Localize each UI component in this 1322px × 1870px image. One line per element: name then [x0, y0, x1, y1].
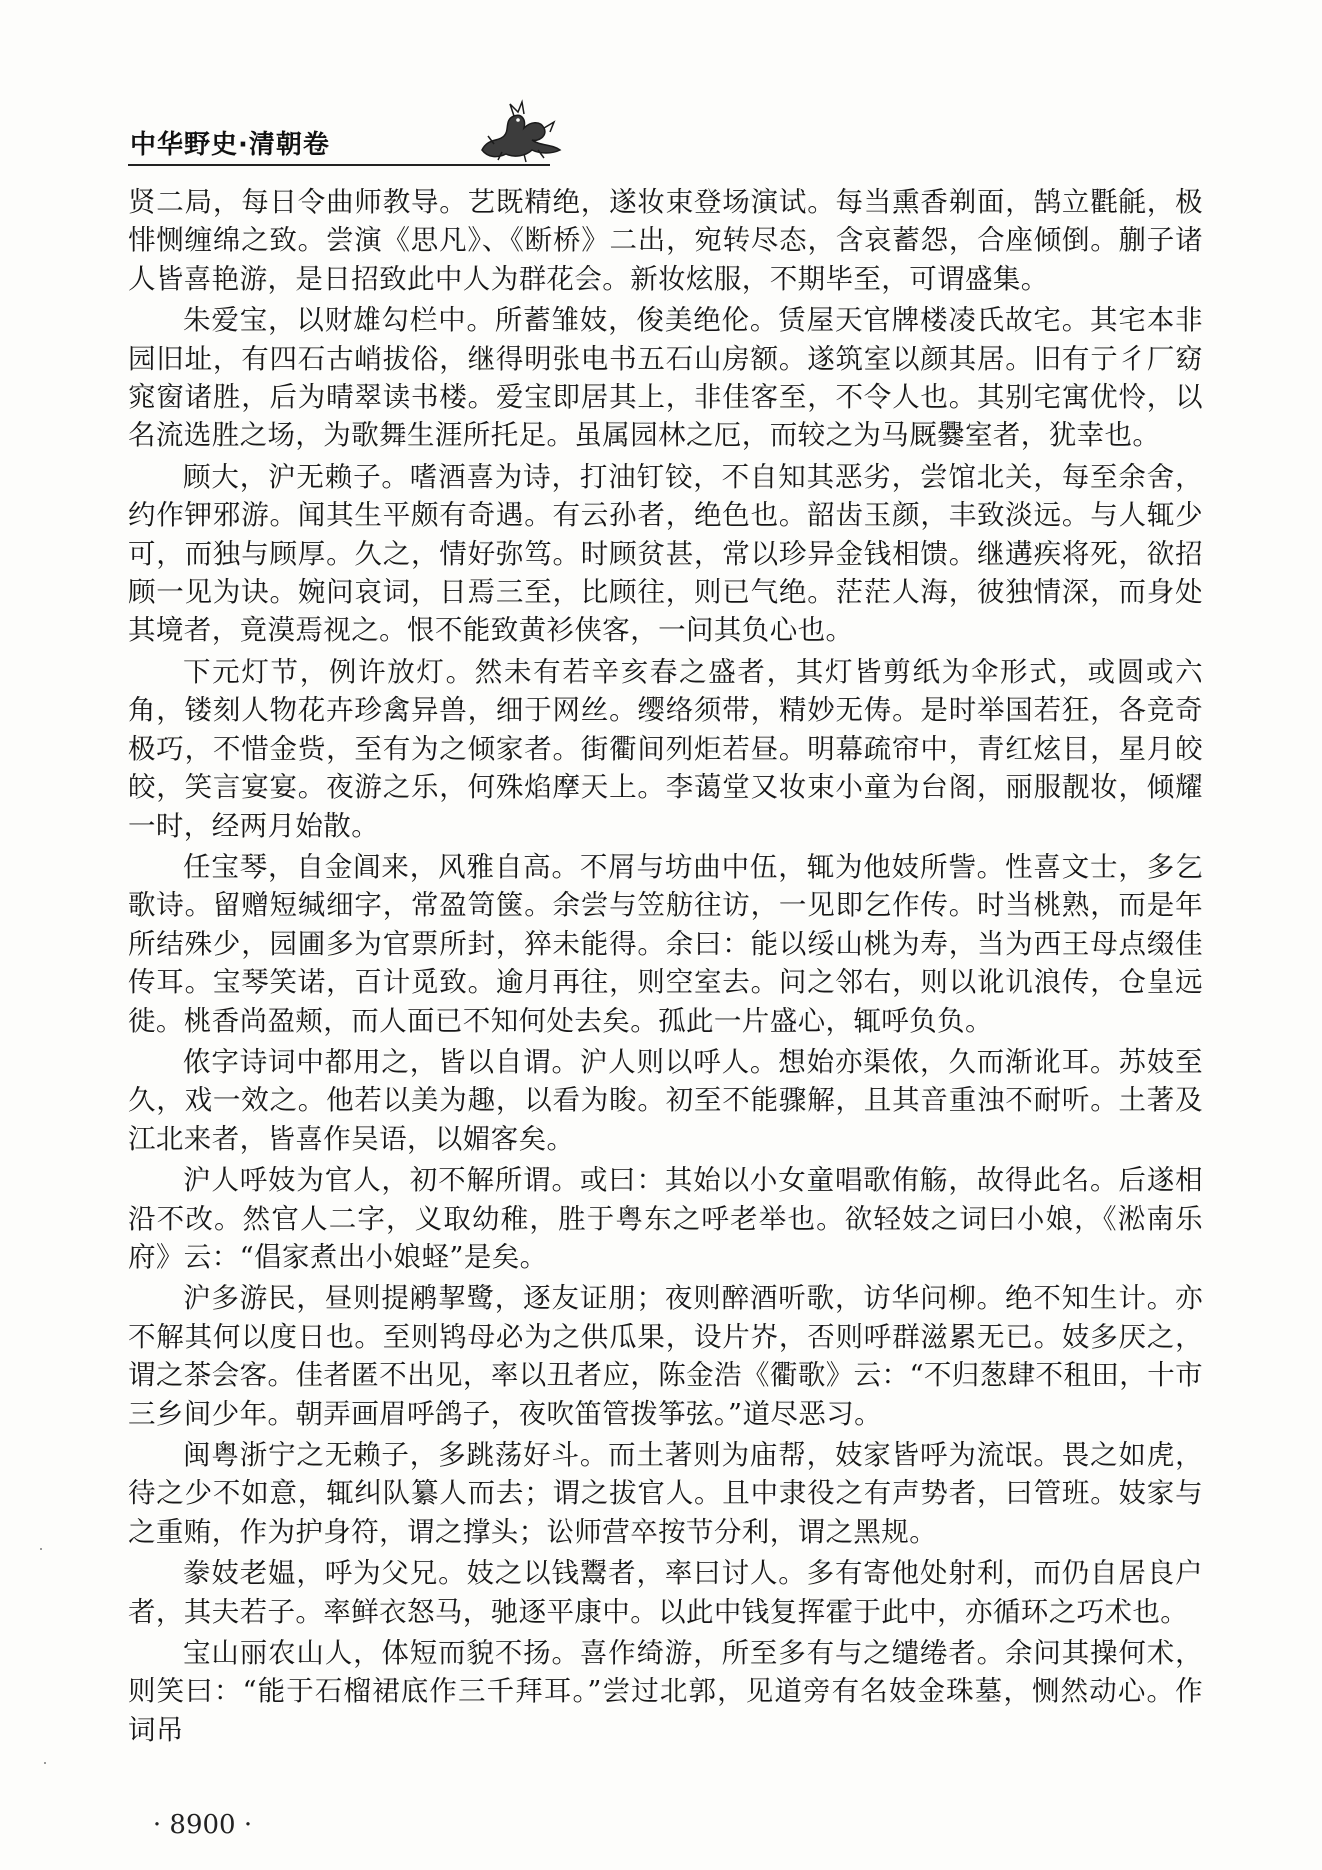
- running-header: [128, 98, 550, 166]
- paragraph: 下元灯节，例许放灯。然未有若辛亥春之盛者，其灯皆剪纸为伞形式，或圆或六角，镂刻人物花卉珍禽异兽，细于网丝。缨络须带，精妙无俦。是时举国若狂，各竞奇极巧，不惜金赀，至有为之倾家者。街衢间列炬若昼。明幕疏帘中，青红炫目，星月皎皎，笑言宴宴。夜游之乐，何殊焰摩天上。李蔼堂又妆束小童为台阁，丽服靓妆，倾耀一时，经两月始散。: [128, 655, 1203, 842]
- dragon-icon: [474, 98, 570, 164]
- page-number: · 8900 ·: [152, 1810, 253, 1840]
- paragraph: 贤二局，每日令曲师教导。艺既精绝，遂妆束登场演试。每当熏香剃面，鹄立氍毹，极悱恻缠绵之致。尝演《思凡》、《断桥》二出，宛转尽态，含哀蓄怨，合座倾倒。蒯子诸人皆喜艳游，是日招致此中人为群花会。新妆炫服，不期毕至，可谓盛集。: [128, 186, 1203, 295]
- body-text: [128, 183, 1203, 1752]
- paragraph: 任宝琴，自金阊来，风雅自高。不屑与坊曲中伍，辄为他妓所訾。性喜文士，多乞歌诗。留赠短缄细字，常盈笥箧。余尝与笠舫往访，一见即乞作传。时当桃熟，而是年所结殊少，园圃多为官票所封，猝未能得。余曰：能以绥山桃为寿，当为西王母点缀佳传耳。宝琴笑诺，百计觅致。逾月再往，则空室去。问之邻右，则以讹讥浪传，仓皇远徙。桃香尚盈颊，而人面已不知何处去矣。孤此一片盛心，辄呼负负。: [128, 850, 1203, 1037]
- paragraph: 顾大，沪无赖子。嗜酒喜为诗，打油钉铰，不自知其恶劣，尝馆北关，每至余舍，约作钾邪游。闻其生平颇有奇遇。有云孙者，绝色也。韶齿玉颜，丰致淡远。与人辄少可，而独与顾厚。久之，情好弥笃。时顾贫甚，常以珍异金钱相馈。继遘疾将死，欲招顾一见为诀。婉问哀词，日焉三至，比顾往，则已气绝。茫茫人海，彼独情深，而身处其境者，竟漠焉视之。恨不能致黄衫侠客，一问其负心也。: [128, 460, 1203, 647]
- paragraph: 闽粤浙宁之无赖子，多跳荡好斗。而土著则为庙帮，妓家皆呼为流氓。畏之如虎，待之少不如意，辄纠队纂人而去；谓之拔官人。且中隶役之有声势者，曰管班。妓家与之重贿，作为护身符，谓之撑头；讼师营卒按节分利，谓之黑规。: [128, 1439, 1203, 1548]
- paragraph: 豢妓老媪，呼为父兄。妓之以钱鬻者，率曰讨人。多有寄他处射利，而仍自居良户者，其夫若子。率鲜衣怒马，驰逐平康中。以此中钱复挥霍于此中，亦循环之巧术也。: [128, 1557, 1203, 1628]
- paragraph: 朱爱宝，以财雄勾栏中。所蓄雏妓，俊美绝伦。赁屋天官牌楼凌氏故宅。其宅本非园旧址，有四石古峭拔俗，继得明张电书五石山房额。遂筑室以颜其居。旧有亍彳厂窈窕窗诸胜，后为晴翠读书楼。爱宝即居其上，非佳客至，不令人也。其别宅寓优怜，以名流选胜之场，为歌舞生涯所托足。虽属园林之厄，而较之为马厩爨室者，犹幸也。: [128, 304, 1203, 452]
- book-title: 中华野史·清朝卷: [130, 130, 330, 160]
- paragraph: 宝山丽农山人，体短而貌不扬。喜作绮游，所至多有与之缱绻者。余问其操何术，则笑曰：“能于石榴裙底作三千拜耳。”尝过北郭，见道旁有名妓金珠墓，恻然动心。作词吊: [128, 1637, 1203, 1746]
- scan-speck: [44, 1762, 46, 1764]
- header-rule: [128, 164, 550, 166]
- paragraph: 沪多游民，昼则提鹇挈鹭，逐友证朋；夜则醉酒听歌，访华问柳。绝不知生计。亦不解其何以度日也。至则鸨母必为之供瓜果，设片岕，否则呼群滋累无已。妓多厌之，谓之茶会客。佳者匿不出见，率以丑者应，陈金浩《衢歌》云：“不归葱肆不租田，十市三乡间少年。朝弄画眉呼鸽子，夜吹笛管拨筝弦。”道尽恶习。: [128, 1282, 1203, 1430]
- scan-speck: [40, 1548, 42, 1550]
- paragraph: 侬字诗词中都用之，皆以自谓。沪人则以呼人。想始亦渠侬，久而渐讹耳。苏妓至久，戏一效之。他若以美为趣，以看为睃。初至不能骤解，且其音重浊不耐听。土著及江北来者，皆喜作吴语，以媚客矣。: [128, 1045, 1203, 1155]
- paragraph: 沪人呼妓为官人，初不解所谓。或曰：其始以小女童唱歌侑觞，故得此名。后遂相沿不改。然官人二字，义取幼稚，胜于粤东之呼老举也。欲轻妓之词曰小娘，《淞南乐府》云：“倡家煮出小娘蛏”是矣。: [128, 1164, 1203, 1273]
